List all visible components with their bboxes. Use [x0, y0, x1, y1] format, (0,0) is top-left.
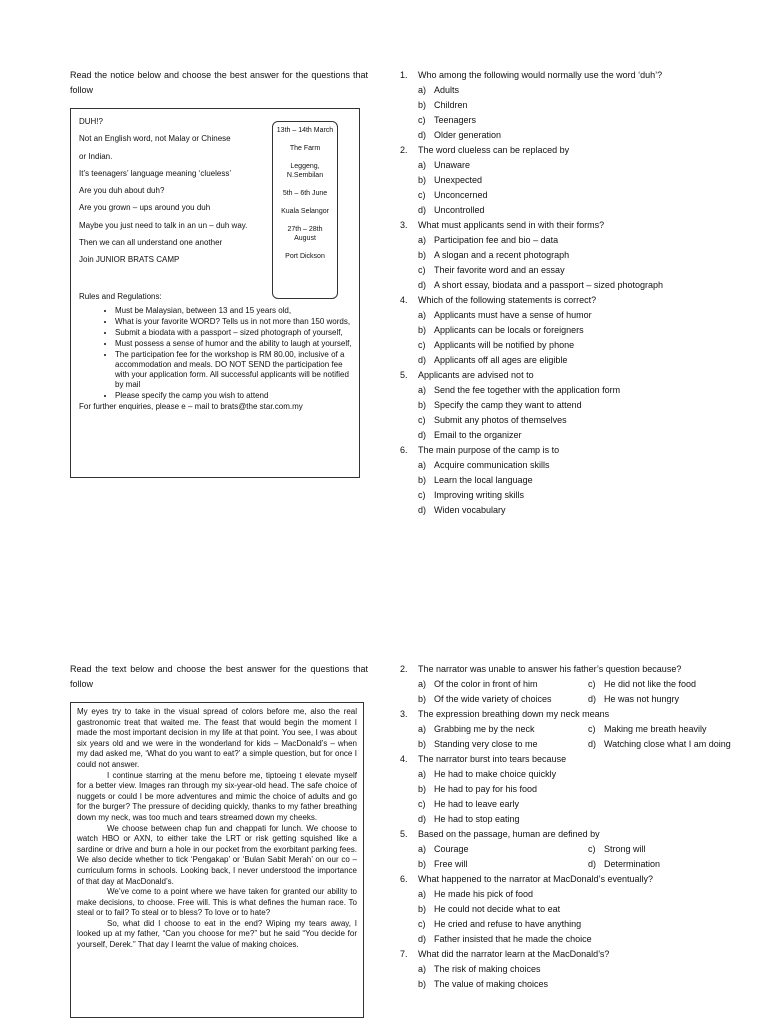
option-text: Standing very close to me	[434, 739, 538, 749]
option-text: He had to leave early	[434, 799, 520, 809]
camp-venue: The Farm	[289, 145, 321, 152]
camp-venue: Kuala Selangor	[281, 208, 329, 215]
notice-box	[70, 108, 360, 478]
question-stem	[400, 947, 740, 962]
option-letter: c)	[418, 265, 426, 275]
question	[400, 662, 740, 707]
answer-option	[400, 113, 730, 128]
question-stem	[400, 707, 740, 722]
option-text: He was not hungry	[604, 694, 680, 704]
question-number: 6.	[400, 874, 408, 884]
option-text: Courage	[434, 844, 469, 854]
passage-paragraph: My eyes try to take in the visual spread of colors before me, also the real gastronomic treat that waited me. The feast that would begin the moment I made the most important decision in my life at that point. You see, I was about six years old and we were in the wonderland for kids – MacDonald’s – when my dad asked me, ‘What do you want to eat?’ a simple question, but for once I could not answer.	[77, 707, 357, 769]
option-letter: a)	[418, 844, 427, 854]
option-text: Watching close what I am doing	[604, 739, 731, 749]
answer-option	[400, 203, 730, 218]
question-number: 7.	[400, 949, 408, 959]
camp-venue: Leggeng, N.Sembilan	[286, 163, 324, 179]
question	[400, 143, 730, 218]
notice-line: or Indian.	[79, 151, 113, 161]
option-text: Grabbing me by the neck	[434, 724, 535, 734]
notice-line: Are you duh about duh?	[79, 186, 165, 196]
answer-option	[400, 338, 730, 353]
answer-option	[400, 767, 740, 782]
question-number: 5.	[400, 829, 408, 839]
camp-schedule	[272, 121, 338, 299]
answer-option	[400, 932, 740, 947]
rule-item: • Please specify the camp you wish to attend	[115, 391, 355, 401]
option-letter: d)	[588, 859, 597, 869]
question-number: 6.	[400, 445, 408, 455]
camp-venue: Port Dickson	[285, 253, 325, 260]
section1-questions	[400, 68, 730, 518]
option-letter: b)	[418, 325, 427, 335]
answer-option	[400, 188, 730, 203]
option-text: Of the wide variety of choices	[434, 694, 552, 704]
answer-option	[400, 158, 730, 173]
answer-option	[400, 398, 730, 413]
answer-option	[418, 857, 588, 872]
option-text: Participation fee and bio – data	[434, 235, 559, 245]
notice-line: It’s teenagers’ language meaning ‘clueless’	[79, 168, 232, 178]
answer-option	[400, 902, 740, 917]
answer-option-row	[400, 722, 740, 737]
option-letter: b)	[418, 979, 427, 989]
camp-date: 5th – 6th June	[282, 190, 328, 197]
answer-option	[400, 458, 730, 473]
answer-option	[400, 248, 730, 263]
notice-text	[79, 113, 279, 269]
option-text: The value of making choices	[434, 979, 549, 989]
option-letter: c)	[418, 115, 426, 125]
answer-option	[400, 782, 740, 797]
answer-option	[400, 323, 730, 338]
option-letter: d)	[418, 355, 427, 365]
answer-option	[588, 677, 696, 692]
question	[400, 707, 740, 752]
passage-box	[70, 702, 364, 1018]
question-number: 3.	[400, 220, 408, 230]
option-letter: b)	[418, 694, 427, 704]
passage-paragraph: We choose between chap fun and chappati for lunch. We choose to watch HBO or AXN, to either take the LRT or risk getting squished like a sardine or drive and burn a hole in our pocket from the exorbitant parking fees. We also decide whether to tick ‘Pengakap’ or ‘Bulan Sabit Merah’ on our co – curriculum forms in schools. Looking back, I never understood the importance of that day at MacDonald’s.	[77, 823, 357, 886]
option-text: He did not like the food	[604, 679, 697, 689]
question-number: 3.	[400, 709, 408, 719]
answer-option	[400, 263, 730, 278]
notice-line: Join JUNIOR BRATS CAMP	[79, 255, 180, 265]
answer-option	[400, 473, 730, 488]
option-letter: a)	[418, 769, 427, 779]
option-letter: c)	[418, 340, 426, 350]
option-text: Strong will	[604, 844, 646, 854]
rules-section	[79, 289, 355, 412]
option-text: A slogan and a recent photograph	[434, 250, 570, 260]
answer-option-row	[400, 677, 740, 692]
option-text: A short essay, biodata and a passport – sized photograph	[434, 280, 663, 290]
option-text: Widen vocabulary	[434, 505, 506, 515]
question-text: What must applicants send in with their forms?	[418, 220, 605, 230]
question-stem	[400, 872, 740, 887]
question-text: Which of the following statements is correct?	[418, 295, 597, 305]
question-number: 4.	[400, 754, 408, 764]
option-letter: a)	[418, 310, 427, 320]
option-text: Teenagers	[434, 115, 477, 125]
question-number: 1.	[400, 70, 408, 80]
option-text: He made his pick of food	[434, 889, 534, 899]
option-letter: c)	[418, 490, 426, 500]
answer-option	[588, 692, 679, 707]
option-letter: b)	[418, 400, 427, 410]
question-number: 2.	[400, 145, 408, 155]
option-letter: b)	[418, 250, 427, 260]
option-letter: b)	[418, 784, 427, 794]
question	[400, 218, 730, 293]
option-text: Send the fee together with the application form	[434, 385, 621, 395]
option-text: Acquire communication skills	[434, 460, 550, 470]
question-stem	[400, 827, 740, 842]
question-text: The expression breathing down my neck means	[418, 709, 610, 719]
option-text: Unexpected	[434, 175, 483, 185]
notice-footer: For further enquiries, please e – mail to brats@the star.com.my	[79, 402, 303, 411]
option-letter: b)	[418, 475, 427, 485]
option-text: Free will	[434, 859, 468, 869]
answer-option	[400, 98, 730, 113]
option-letter: a)	[418, 160, 427, 170]
notice-line: Not an English word, not Malay or Chinese	[79, 134, 231, 144]
answer-option	[418, 842, 588, 857]
option-text: Unconcerned	[434, 190, 488, 200]
question-text: The word clueless can be replaced by	[418, 145, 570, 155]
option-text: He had to make choice quickly	[434, 769, 557, 779]
option-letter: c)	[418, 799, 426, 809]
notice-line: Then we can all understand one another	[79, 238, 223, 248]
option-letter: b)	[418, 175, 427, 185]
option-letter: d)	[418, 205, 427, 215]
option-letter: a)	[418, 85, 427, 95]
option-letter: a)	[418, 235, 427, 245]
rules-list	[79, 306, 355, 401]
option-text: Improving writing skills	[434, 490, 525, 500]
question-stem	[400, 662, 740, 677]
option-letter: d)	[418, 505, 427, 515]
question-stem	[400, 368, 730, 383]
question-text: Who among the following would normally use the word ‘duh’?	[418, 70, 663, 80]
answer-option	[400, 797, 740, 812]
answer-option	[400, 173, 730, 188]
answer-option	[400, 278, 730, 293]
option-text: Applicants off all ages are eligible	[434, 355, 568, 365]
answer-option	[588, 842, 646, 857]
rule-item: • Submit a biodata with a passport – sized photograph of yourself,	[115, 328, 355, 338]
option-letter: a)	[418, 724, 427, 734]
question-stem	[400, 443, 730, 458]
option-text: Older generation	[434, 130, 502, 140]
question	[400, 68, 730, 143]
section2-questions	[400, 662, 740, 992]
answer-option-row	[400, 737, 740, 752]
answer-option	[400, 383, 730, 398]
option-letter: a)	[418, 460, 427, 470]
rules-title: Rules and Regulations:	[79, 292, 162, 301]
option-letter: c)	[588, 844, 596, 854]
option-text: Their favorite word and an essay	[434, 265, 565, 275]
passage-paragraph: I continue starring at the menu before me, tiptoeing t elevate myself for a better view. Images ran through my six-year-old head. The safe choice of nuggets or could I be more adventures and mimic the choice of adults and go for the burger? The pressure of deciding quickly, thanks to my father breathing down my neck, was too much and tears streamed down my cheeks.	[77, 770, 357, 822]
option-letter: b)	[418, 739, 427, 749]
option-letter: d)	[588, 694, 597, 704]
option-text: Specify the camp they want to attend	[434, 400, 582, 410]
section1-instruction: Read the notice below and choose the best answer for the questions that follow	[70, 70, 368, 95]
option-text: He could not decide what to eat	[434, 904, 561, 914]
option-letter: d)	[588, 739, 597, 749]
answer-option	[400, 812, 740, 827]
option-letter: b)	[418, 859, 427, 869]
question-number: 4.	[400, 295, 408, 305]
question	[400, 827, 740, 872]
answer-option	[400, 428, 730, 443]
option-letter: c)	[418, 415, 426, 425]
option-text: Adults	[434, 85, 460, 95]
question-number: 2.	[400, 664, 408, 674]
option-letter: d)	[418, 934, 427, 944]
option-text: Determination	[604, 859, 661, 869]
notice-line: Are you grown – ups around you duh	[79, 203, 211, 213]
answer-option	[400, 488, 730, 503]
camp-date: 27th – 28th August	[287, 226, 323, 242]
answer-option	[400, 977, 740, 992]
question-text: Based on the passage, human are defined by	[418, 829, 600, 839]
option-text: Making me breath heavily	[604, 724, 707, 734]
option-letter: b)	[418, 100, 427, 110]
option-text: He cried and refuse to have anything	[434, 919, 582, 929]
answer-option	[400, 353, 730, 368]
question	[400, 293, 730, 368]
option-text: Submit any photos of themselves	[434, 415, 567, 425]
question-stem	[400, 293, 730, 308]
option-letter: a)	[418, 679, 427, 689]
question-text: What happened to the narrator at MacDonald’s eventually?	[418, 874, 653, 884]
option-letter: d)	[418, 430, 427, 440]
answer-option	[400, 308, 730, 323]
answer-option	[588, 737, 731, 752]
question	[400, 443, 730, 518]
answer-option	[588, 857, 660, 872]
question-text: What did the narrator learn at the MacDonald’s?	[418, 949, 610, 959]
question	[400, 872, 740, 947]
answer-option	[418, 677, 588, 692]
section2-instruction: Read the text below and choose the best answer for the questions that follow	[70, 664, 368, 689]
question-stem	[400, 143, 730, 158]
question	[400, 368, 730, 443]
question	[400, 947, 740, 992]
option-text: Uncontrolled	[434, 205, 485, 215]
answer-option	[418, 737, 588, 752]
option-letter: c)	[588, 679, 596, 689]
rule-item: • What is your favorite WORD? Tells us in not more than 150 words,	[115, 317, 355, 327]
question-stem	[400, 218, 730, 233]
question	[400, 752, 740, 827]
rule-item: • The participation fee for the workshop is RM 80.00, inclusive of a accommodation and meals. DO NOT SEND the participation fee with your application form. All successful applicants will be notified by mail	[115, 350, 355, 390]
answer-option	[588, 722, 707, 737]
answer-option	[400, 503, 730, 518]
option-text: Applicants must have a sense of humor	[434, 310, 592, 320]
question-stem	[400, 68, 730, 83]
answer-option	[400, 917, 740, 932]
question-number: 5.	[400, 370, 408, 380]
option-text: The risk of making choices	[434, 964, 541, 974]
option-letter: c)	[418, 919, 426, 929]
option-letter: c)	[418, 190, 426, 200]
question-text: The narrator burst into tears because	[418, 754, 567, 764]
option-letter: a)	[418, 964, 427, 974]
answer-option	[400, 233, 730, 248]
passage-paragraph: So, what did I choose to eat in the end? Wiping my tears away, I looked up at my father, “Can you choose for me?” but he said “You decide for yourself, Derek.” That day I learnt the value of making choices.	[77, 918, 357, 950]
answer-option	[400, 962, 740, 977]
option-letter: b)	[418, 904, 427, 914]
answer-option	[418, 692, 588, 707]
camp-date: 13th – 14th March	[276, 127, 334, 134]
option-text: Learn the local language	[434, 475, 533, 485]
rule-item: • Must be Malaysian, between 13 and 15 years old,	[115, 306, 355, 316]
option-text: Father insisted that he made the choice	[434, 934, 592, 944]
option-letter: d)	[418, 814, 427, 824]
option-text: Of the color in front of him	[434, 679, 538, 689]
notice-line: Maybe you just need to talk in an un – duh way.	[79, 220, 248, 230]
option-text: Applicants will be notified by phone	[434, 340, 575, 350]
question-text: The narrator was unable to answer his father’s question because?	[418, 664, 682, 674]
question-stem	[400, 752, 740, 767]
option-letter: a)	[418, 889, 427, 899]
question-text: Applicants are advised not to	[418, 370, 534, 380]
answer-option-row	[400, 842, 740, 857]
option-letter: d)	[418, 280, 427, 290]
answer-option	[400, 887, 740, 902]
answer-option	[400, 128, 730, 143]
question-text: The main purpose of the camp is to	[418, 445, 560, 455]
option-letter: d)	[418, 130, 427, 140]
passage-paragraph: We’ve come to a point where we have taken for granted our ability to make decisions, to choose. Free will. This is what defines the human race. To steal or to fail? To steal or to bless? To love or to hate?	[77, 887, 357, 918]
option-letter: c)	[588, 724, 596, 734]
option-letter: a)	[418, 385, 427, 395]
rule-item: • Must possess a sense of humor and the ability to laugh at yourself,	[115, 339, 355, 349]
answer-option-row	[400, 857, 740, 872]
option-text: Email to the organizer	[434, 430, 522, 440]
option-text: Applicants can be locals or foreigners	[434, 325, 584, 335]
option-text: Unaware	[434, 160, 471, 170]
notice-line: DUH!?	[79, 117, 104, 126]
answer-option	[400, 83, 730, 98]
option-text: Children	[434, 100, 468, 110]
option-text: He had to pay for his food	[434, 784, 538, 794]
answer-option	[400, 413, 730, 428]
option-text: He had to stop eating	[434, 814, 520, 824]
answer-option-row	[400, 692, 740, 707]
answer-option	[418, 722, 588, 737]
